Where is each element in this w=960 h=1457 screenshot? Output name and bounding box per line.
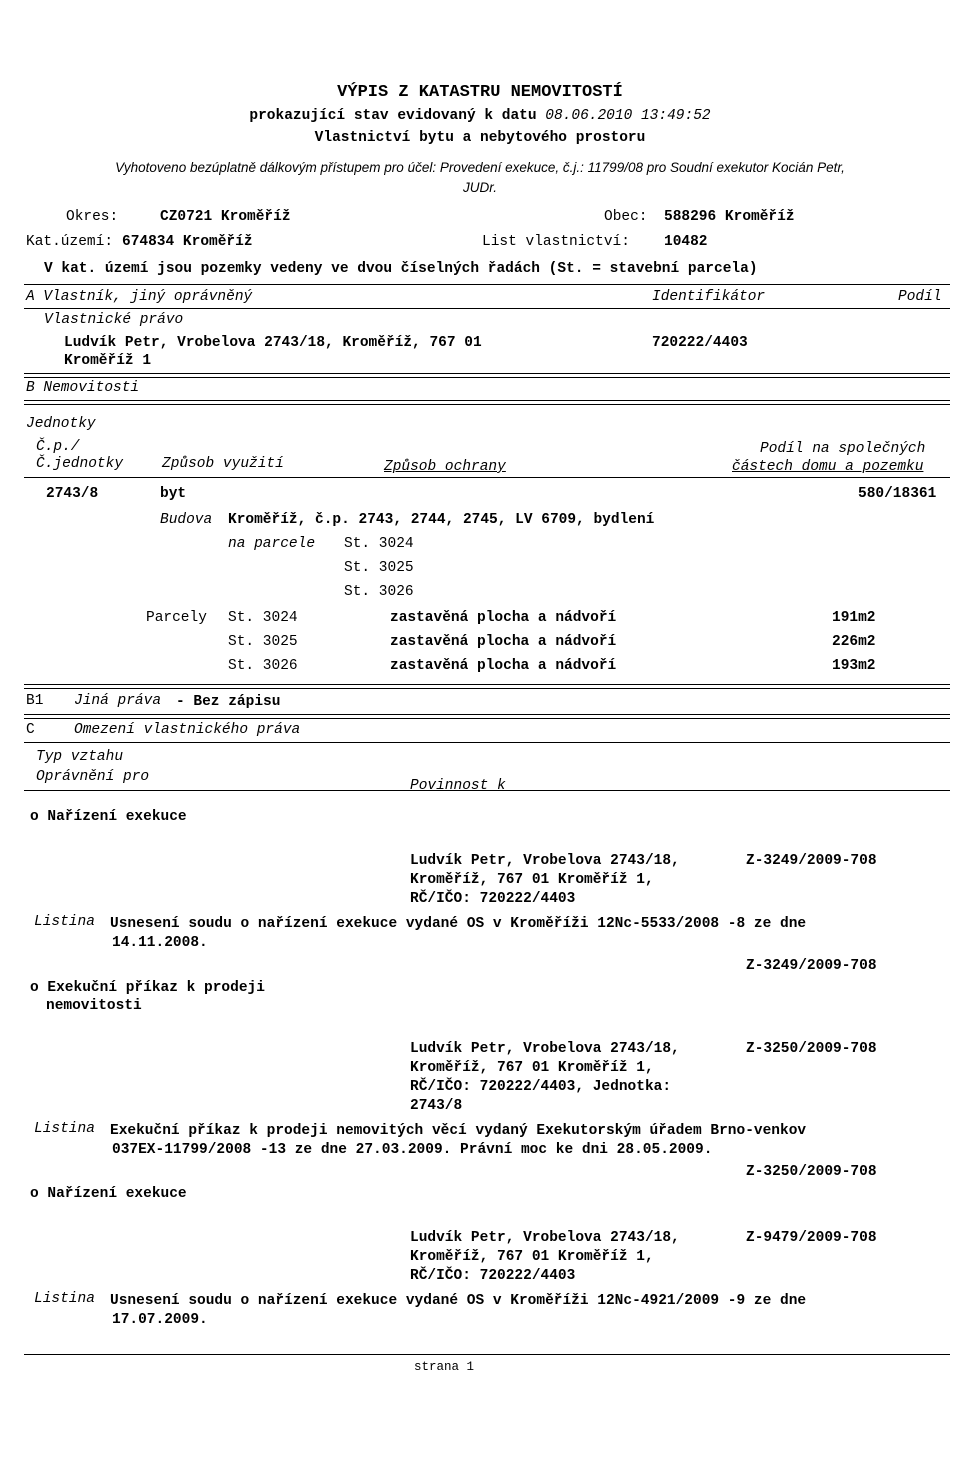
parcel-area: 226m2 xyxy=(832,634,876,650)
budova-label: Budova xyxy=(160,512,213,528)
parcel-series-notice: V kat. území jsou pozemky vedeny ve dvou číselných řadách (St. = stavební parcela) xyxy=(44,261,758,277)
na-parcele-item: St. 3025 xyxy=(344,560,414,576)
parcel-id: St. 3025 xyxy=(228,634,298,650)
purpose-note-line2: JUDr. xyxy=(463,180,497,195)
col-cp: Č.p./ xyxy=(36,439,80,455)
section-b1-value: - Bez zápisu xyxy=(176,694,281,710)
lv-label: List vlastnictví: xyxy=(482,234,630,250)
listina-label: Listina xyxy=(34,914,95,930)
listina-text: Exekuční příkaz k prodeji nemovitých věcí vydaný Exekutorským úřadem Brno-venkov xyxy=(110,1123,807,1139)
parcely-label: Parcely xyxy=(146,610,207,626)
page-number: strana 1 xyxy=(414,1360,475,1374)
obec-value: 588296 Kroměříž xyxy=(664,209,795,225)
lv-value: 10482 xyxy=(664,234,708,250)
col-podil-spolecnych: Podíl na společných xyxy=(760,441,926,457)
divider xyxy=(24,373,950,378)
listina-label: Listina xyxy=(34,1121,95,1137)
col-zpusob-ochrany: Způsob ochrany xyxy=(384,459,506,475)
entry-reference: Z-9479/2009-708 xyxy=(746,1230,877,1246)
col-typ-vztahu: Typ vztahu xyxy=(36,749,124,765)
section-c-heading: Omezení vlastnického práva xyxy=(74,722,301,738)
col-opravneni-pro: Oprávnění pro xyxy=(36,769,150,785)
col-castech-domu: částech domu a pozemku xyxy=(732,459,924,475)
divider xyxy=(24,714,950,719)
section-b-heading: B Nemovitosti xyxy=(26,380,140,396)
owner-identifier: 720222/4403 xyxy=(652,335,748,351)
col-podil: Podíl xyxy=(898,289,942,305)
obec-label: Obec: xyxy=(604,209,648,225)
listina-text: 037EX-11799/2008 -13 ze dne 27.03.2009. Právní moc ke dni 28.05.2009. xyxy=(112,1142,713,1158)
entry-party-line: 2743/8 xyxy=(410,1098,463,1114)
okres-value: CZ0721 Kroměříž xyxy=(160,209,291,225)
section-a-heading: A Vlastník, jiný oprávněný xyxy=(26,289,253,305)
col-cjednotky: Č.jednotky xyxy=(36,456,124,472)
entry-party-line: RČ/IČO: 720222/4403 xyxy=(410,1268,576,1284)
entry-reference: Z-3249/2009-708 xyxy=(746,853,877,869)
entry-title: nemovitosti xyxy=(46,998,142,1014)
parcel-area: 191m2 xyxy=(832,610,876,626)
document-title: VÝPIS Z KATASTRU NEMOVITOSTÍ xyxy=(337,83,623,102)
col-povinnost-k: Povinnost k xyxy=(410,778,506,794)
entry-party-line: Kroměříž, 767 01 Kroměříž 1, xyxy=(410,1060,654,1076)
divider xyxy=(24,790,950,791)
entry-reference: Z-3250/2009-708 xyxy=(746,1164,877,1180)
unit-share: 580/18361 xyxy=(858,486,937,502)
section-b1-code: B1 xyxy=(26,693,44,709)
subtitle-prefix: prokazující stav evidovaný k datu xyxy=(249,108,537,124)
parcel-type: zastavěná plocha a nádvoří xyxy=(390,658,617,674)
listina-text: Usnesení soudu o nařízení exekuce vydané OS v Kroměříži 12Nc-4921/2009 -9 ze dne xyxy=(110,1293,807,1309)
na-parcele-label: na parcele xyxy=(228,536,316,552)
na-parcele-item: St. 3026 xyxy=(344,584,414,600)
parcel-type: zastavěná plocha a nádvoří xyxy=(390,634,617,650)
entry-party-line: Ludvík Petr, Vrobelova 2743/18, xyxy=(410,853,680,869)
entry-party-line: Ludvík Petr, Vrobelova 2743/18, xyxy=(410,1230,680,1246)
subtitle-date: 08.06.2010 13:49:52 xyxy=(545,108,711,124)
parcel-type: zastavěná plocha a nádvoří xyxy=(390,610,617,626)
entry-title: o Nařízení exekuce xyxy=(30,1186,187,1202)
listina-text: 17.07.2009. xyxy=(112,1312,208,1328)
owner-line-2: Kroměříž 1 xyxy=(64,353,152,369)
divider xyxy=(24,308,950,309)
entry-party-line: RČ/IČO: 720222/4403 xyxy=(410,891,576,907)
parcel-id: St. 3024 xyxy=(228,610,298,626)
entry-party-line: Kroměříž, 767 01 Kroměříž 1, xyxy=(410,1249,654,1265)
entry-title: o Exekuční příkaz k prodeji xyxy=(30,980,265,996)
entry-party-line: Ludvík Petr, Vrobelova 2743/18, xyxy=(410,1041,680,1057)
na-parcele-item: St. 3024 xyxy=(344,536,414,552)
budova-value: Kroměříž, č.p. 2743, 2744, 2745, LV 6709, bydlení xyxy=(228,512,655,528)
entry-reference: Z-3249/2009-708 xyxy=(746,958,877,974)
katuzemi-label: Kat.území: xyxy=(26,234,114,250)
divider xyxy=(24,284,950,285)
divider xyxy=(24,742,950,743)
vlastnicke-pravo-heading: Vlastnické právo xyxy=(44,312,184,328)
purpose-note-line1: Vyhotoveno bezúplatně dálkovým přístupem pro účel: Provedení exekuce, č.j.: 11799/08 pro Soudní exekutor Kocián Petr, xyxy=(115,160,845,175)
unit-number: 2743/8 xyxy=(46,486,99,502)
section-c-code: C xyxy=(26,722,35,738)
owner-line-1: Ludvík Petr, Vrobelova 2743/18, Kroměříž, 767 01 xyxy=(64,335,482,351)
parcel-id: St. 3026 xyxy=(228,658,298,674)
divider xyxy=(24,400,950,405)
col-identifikator: Identifikátor xyxy=(652,289,766,305)
entry-title: o Nařízení exekuce xyxy=(30,809,187,825)
entry-reference: Z-3250/2009-708 xyxy=(746,1041,877,1057)
unit-use: byt xyxy=(160,486,187,502)
divider xyxy=(24,684,950,689)
parcel-area: 193m2 xyxy=(832,658,876,674)
entry-party-line: RČ/IČO: 720222/4403, Jednotka: xyxy=(410,1079,672,1095)
entry-party-line: Kroměříž, 767 01 Kroměříž 1, xyxy=(410,872,654,888)
document-subtitle xyxy=(0,108,960,125)
section-b1-label: Jiná práva xyxy=(74,693,162,709)
katuzemi-value: 674834 Kroměříž xyxy=(122,234,253,250)
listina-label: Listina xyxy=(34,1291,95,1307)
col-zpusob-vyuziti: Způsob využití xyxy=(162,456,284,472)
footer-divider xyxy=(24,1354,950,1355)
jednotky-heading: Jednotky xyxy=(26,416,96,432)
divider xyxy=(24,477,950,478)
listina-text: 14.11.2008. xyxy=(112,935,208,951)
okres-label: Okres: xyxy=(66,209,119,225)
document-subtitle-2: Vlastnictví bytu a nebytového prostoru xyxy=(314,130,646,146)
listina-text: Usnesení soudu o nařízení exekuce vydané OS v Kroměříži 12Nc-5533/2008 -8 ze dne xyxy=(110,916,807,932)
